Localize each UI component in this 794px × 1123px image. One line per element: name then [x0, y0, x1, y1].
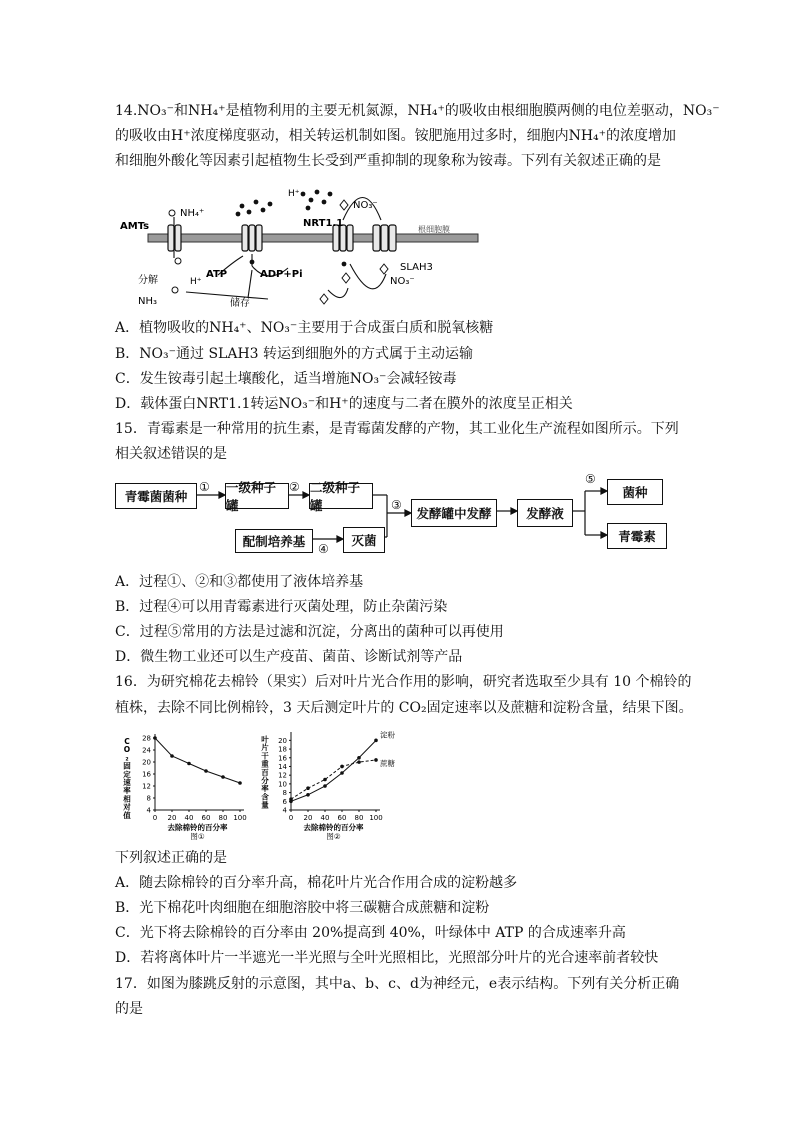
q15-line2: 相关叙述错误的是	[115, 446, 227, 462]
y-axis-label-char: 率	[261, 784, 269, 794]
step-3-label: ③	[391, 498, 402, 512]
y-axis-label-char: O	[123, 745, 131, 755]
y-axis-label-char: ₂	[125, 753, 129, 763]
data-point	[306, 786, 310, 790]
y-axis-label-char: 速	[123, 778, 131, 787]
x-tick-label: 20	[167, 814, 177, 822]
step-1-label: ①	[199, 480, 210, 494]
step-2-label: ②	[289, 480, 300, 494]
y-axis-label-char: 重	[261, 759, 269, 769]
nh4-top-label: NH₄⁺	[180, 208, 205, 219]
box-seed-tank-2: 二级种子罐	[309, 483, 373, 509]
x-tick-label: 60	[201, 814, 211, 822]
q14-option-c: C．发生铵毒引起土壤酸化，适当增施NO₃⁻会减轻铵毒	[115, 371, 457, 387]
y-tick-label: 28	[142, 734, 151, 743]
y-tick-label: 16	[142, 770, 151, 779]
data-point	[187, 762, 191, 766]
y-axis-label-char: 值	[123, 810, 131, 820]
membrane-label: 根细胞膜	[418, 225, 450, 234]
q14-line1: 14.NO₃⁻和NH₄⁺是植物利用的主要无机氮源，NH₄⁺的吸收由根细胞膜两侧的电位差驱动，NO₃⁻	[115, 103, 720, 119]
box-fermenter: 发酵罐中发酵	[411, 499, 497, 527]
q14-line2: 的吸收由H⁺浓度梯度驱动，相关转运机制如图。铵肥施用过多时，细胞内NH₄⁺的浓度增加	[115, 128, 677, 144]
step-5-label: ⑤	[585, 473, 596, 486]
y-axis-label-char: 百	[261, 767, 269, 777]
nrt-label: NRT1.1	[303, 218, 344, 229]
y-tick-label: 14	[278, 762, 287, 771]
y-axis-label-char: 对	[123, 802, 131, 812]
x-tick-label: 20	[303, 814, 313, 822]
chart-title: 图①	[190, 832, 205, 840]
q15-option-d: D．微生物工业还可以生产疫苗、菌苗、诊断试剂等产品	[115, 649, 463, 665]
y-axis-label-char: 固	[123, 761, 131, 771]
q16-option-d: D．若将离体叶片一半遮光一半光照与全叶光照相比，光照部分叶片的光合速率前者较快	[115, 950, 659, 966]
series-label: 蔗糖	[380, 758, 395, 768]
y-axis-label-char: 相	[123, 794, 131, 804]
x-tick-label: 40	[184, 814, 194, 822]
box-seed-tank-1: 一级种子罐	[225, 483, 289, 509]
data-point	[204, 769, 208, 773]
data-point	[374, 758, 378, 762]
chart-leaf-sugar	[255, 728, 415, 840]
q16-option-c: C．光下将去除棉铃的百分率由 20%提高到 40%，叶绿体中 ATP 的合成速率升高	[115, 925, 626, 941]
x-tick-label: 60	[337, 814, 347, 822]
data-point	[357, 756, 361, 760]
y-tick-label: 12	[142, 782, 151, 791]
y-axis-label-char: 叶	[261, 735, 269, 744]
y-axis-label-char: 片	[261, 743, 269, 753]
q16-option-a: A．随去除棉铃的百分率升高，棉花叶片光合作用合成的淀粉越多	[115, 875, 518, 891]
chart-title: 图②	[326, 832, 341, 840]
x-axis-label: 去除棉铃的百分率	[303, 823, 364, 832]
y-axis-label-char: 分	[261, 776, 269, 785]
q16-after: 下列叙述正确的是	[115, 850, 227, 866]
atp-label: ATP	[206, 269, 228, 280]
y-axis-label-char: 量	[261, 800, 269, 810]
x-tick-label: 100	[233, 814, 247, 822]
data-point	[374, 739, 378, 743]
step-4-label: ④	[318, 542, 329, 556]
box-sterilize: 灭菌	[343, 527, 385, 553]
series-line	[291, 740, 376, 801]
q14-option-a: A．植物吸收的NH₄⁺、NO₃⁻主要用于合成蛋白质和脱氧核糖	[115, 320, 494, 336]
data-point	[340, 771, 344, 775]
y-axis-label-char: 定	[123, 769, 131, 779]
chart-co2-fixation	[115, 728, 250, 840]
data-point	[323, 778, 327, 782]
flowchart-arrows	[115, 473, 675, 565]
slah3-label: SLAH3	[400, 262, 433, 273]
storage-label: 储存	[230, 298, 250, 309]
q14-option-b: B．NO₃⁻通过 SLAH3 转运到细胞外的方式属于主动运输	[115, 346, 474, 362]
fenjie-label: 分解	[138, 275, 158, 286]
hplus-top-label: H⁺	[288, 189, 300, 199]
q15-line1: 15．青霉素是一种常用的抗生素，是青霉菌发酵的产物，其工业化生产流程如图所示。下列	[115, 421, 679, 437]
q17-line1: 17．如图为膝跳反射的示意图，其中a、b、c、d为神经元，e表示结构。下列有关分析正确	[115, 976, 680, 992]
q15-option-c: C．过程⑤常用的方法是过滤和沉淀，分离出的菌种可以再使用	[115, 624, 504, 640]
y-axis-label-char: 含	[261, 792, 269, 802]
q16-line2: 植株，去除不同比例棉铃，3 天后测定叶片的 CO₂固定速率以及蔗糖和淀粉含量，结果下图。	[115, 700, 693, 716]
series-label: 淀粉	[380, 730, 395, 740]
y-tick-label: 8	[282, 789, 287, 798]
data-point	[153, 736, 157, 740]
box-penicillin: 青霉素	[607, 523, 667, 549]
q16-option-b: B．光下棉花叶肉细胞在细胞溶胶中将三碳糖合成蔗糖和淀粉	[115, 900, 490, 916]
y-axis-label-char: 干	[261, 751, 269, 761]
q14-option-d: D．载体蛋白NRT1.1转运NO₃⁻和H⁺的速度与二者在膜外的浓度呈正相关	[115, 396, 573, 412]
y-tick-label: 20	[142, 758, 151, 767]
data-point	[323, 784, 327, 788]
transport-diagram	[118, 180, 488, 310]
q14-line3: 和细胞外酸化等因素引起植物生长受到严重抑制的现象称为铵毒。下列有关叙述正确的是	[115, 153, 661, 169]
x-tick-label: 80	[218, 814, 228, 822]
q15-option-b: B．过程④可以用青霉素进行灭菌处理，防止杂菌污染	[115, 599, 448, 615]
amts-label: AMTs	[120, 221, 150, 232]
y-tick-label: 16	[278, 754, 287, 763]
data-point	[238, 781, 242, 785]
nh3-label: NH₃	[138, 296, 158, 307]
box-broth: 发酵液	[517, 499, 573, 527]
q16-line1: 16．为研究棉花去棉铃（果实）后对叶片光合作用的影响，研究者选取至少具有 10 个棉铃的	[115, 674, 692, 690]
y-axis-label-char: 率	[123, 786, 131, 796]
hplus-bottom-label: H⁺	[190, 277, 202, 287]
q17-line2: 的是	[115, 1001, 143, 1017]
box-strain-out: 菌种	[607, 479, 663, 505]
x-axis-label: 去除棉铃的百分率	[167, 823, 228, 832]
y-tick-label: 4	[146, 806, 151, 815]
q15-option-a: A．过程①、②和③都使用了液体培养基	[115, 574, 364, 590]
data-point	[306, 793, 310, 797]
y-tick-label: 20	[278, 736, 287, 745]
data-point	[221, 775, 225, 779]
no3-top-label: NO₃⁻	[353, 200, 378, 211]
y-tick-label: 8	[146, 794, 151, 803]
series-line	[155, 738, 240, 783]
y-tick-label: 4	[282, 806, 287, 815]
y-tick-label: 6	[282, 797, 287, 806]
y-axis-label-char: C	[124, 737, 130, 746]
x-tick-label: 100	[369, 814, 383, 822]
y-tick-label: 12	[278, 771, 287, 780]
box-strain: 青霉菌菌种	[115, 483, 197, 509]
data-point	[170, 754, 174, 758]
y-tick-label: 24	[142, 746, 151, 755]
box-prepare-medium: 配制培养基	[235, 529, 313, 553]
x-tick-label: 80	[354, 814, 364, 822]
x-tick-label: 40	[320, 814, 330, 822]
y-tick-label: 10	[278, 780, 287, 789]
data-point	[340, 765, 344, 769]
x-tick-label: 0	[288, 814, 294, 822]
production-flowchart	[115, 473, 675, 565]
data-point	[289, 797, 293, 801]
data-point	[357, 760, 361, 764]
x-tick-label: 0	[152, 814, 158, 822]
adp-label: ADP+Pi	[260, 269, 303, 280]
no3-bottom-label: NO₃⁻	[390, 276, 415, 287]
y-tick-label: 18	[278, 745, 287, 754]
